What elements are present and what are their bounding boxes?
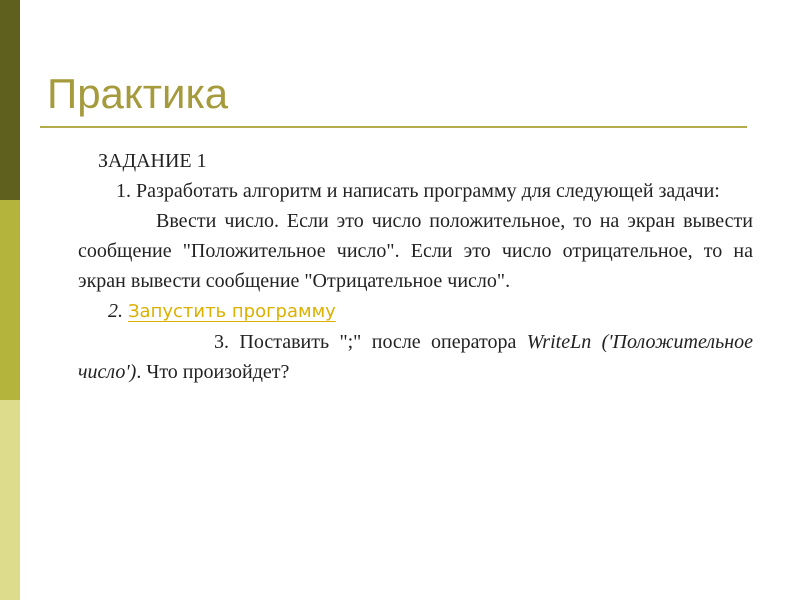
task-item-3-code: WriteLn ('Положительное число') (78, 331, 753, 383)
task-item-2 (78, 296, 753, 327)
task-item-3-suffix: . Что произойдет? (136, 361, 290, 383)
title-divider (40, 126, 747, 128)
sidebar-block-light (0, 400, 20, 600)
task-item-3 (78, 327, 753, 387)
sidebar-block-dark (0, 0, 20, 200)
task-description: Ввести число. Если это число положительное, то на экран вывести сообщение "Положительное число". Если это число отрицательное, то на экран вывести сообщение "Отрицательное число". (78, 210, 753, 292)
sidebar-block-mid (0, 200, 20, 400)
task-heading: ЗАДАНИЕ 1 (98, 150, 207, 172)
task-item-2-number: 2. (108, 300, 123, 322)
task-item-1: 1. Разработать алгоритм и написать программу для следующей задачи: (116, 180, 720, 202)
slide-title: Практика (47, 70, 229, 117)
slide-body (78, 146, 753, 387)
task-item-3-prefix: 3. Поставить ";" после оператора (214, 331, 527, 353)
run-program-link[interactable]: Запустить программу (128, 301, 336, 322)
sidebar-decoration (0, 0, 20, 600)
